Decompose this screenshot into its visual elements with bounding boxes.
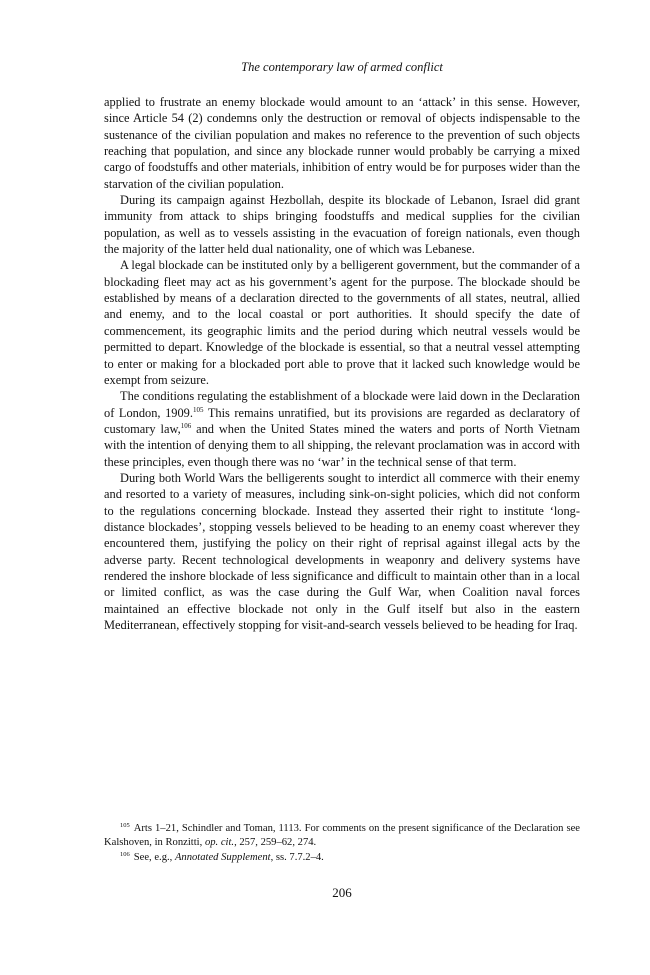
running-head: The contemporary law of armed conflict	[241, 60, 443, 74]
body-text	[104, 94, 580, 633]
text-run: applied to frustrate an enemy blockade would amount to an ‘attack’ in this sense. However, since Article 54 (2) condemns only the destruction or removal of objects indispensable to the sustenance of the civilian population and makes no reference to the prevention of such objects reaching that population, and since any blockade runner would probably be carrying a mixed cargo of foodstuffs and other materials, inhibition of entry would be for purposes wider than the starvation of the civilian population.	[104, 95, 580, 191]
page-number: 206	[332, 885, 352, 900]
footnotes	[104, 822, 580, 865]
paragraph	[104, 470, 580, 633]
text-run: During its campaign against Hezbollah, despite its blockade of Lebanon, Israel did grant immunity from attack to ships bringing foodstuffs and medical supplies for the civilian population, as well as to vessels assisting in the evacuation of foreign nationals, even though the majority of the latter held dual nationality, one of which was Lebanese.	[104, 193, 580, 257]
footnote-ref: 105	[192, 405, 204, 414]
paragraph	[104, 388, 580, 470]
footnote	[104, 822, 580, 851]
text-run: , 257, 259–62, 274.	[234, 837, 317, 849]
paragraph	[104, 94, 580, 192]
text-run: See, e.g.,	[133, 851, 175, 863]
text-run: A legal blockade can be instituted only by a belligerent government, but the commander of a blockading fleet may act as his government’s agent for the purpose. The blockade should be established by means of a declaration directed to the governments of all states, neutral, allied and enemy, and to the local coastal or port authorities. It should specify the date of commencement, its geographic limits and the period during which neutral vessels would be permitted to depart. Knowledge of the blockade is essential, so that a neutral vessel attempting to enter or making for a blockaded port able to prove that it lacked such knowledge would be exempt from seizure.	[104, 258, 580, 387]
text-run: and when the United States mined the waters and ports of North Vietnam with the intention of denying them to all shipping, the relevant proclamation was in accord with these principles, even though there was no ‘war’ in the technical sense of that term.	[104, 421, 580, 469]
text-run: , ss. 7.7.2–4.	[270, 851, 324, 863]
text-run: During both World Wars the belligerents sought to interdict all commerce with their enemy and resorted to a variety of measures, including sink-on-sight policies, which did not conform to the regulations concerning blockade. Instead they asserted their right to institute ‘long-distance blockades’, stopping vessels believed to be heading to an enemy coast wherever they encountered them, justifying the policy on their right of reprisal against illegal acts by the adverse party. Recent technological developments in weaponry and delivery systems have rendered the inshore blockade of less significance and difficult to maintain other than in a local or limited conflict, as was the case during the Gulf War, when Coalition naval forces maintained an effective blockade not only in the Gulf itself but also in the eastern Mediterranean, effectively stopping for visit-and-search vessels believed to be heading for Iraq.	[104, 470, 580, 632]
text-run: The conditions regulating the establishment of a blockade were laid down in the Declaration of London, 1909.	[104, 389, 580, 420]
paragraph	[104, 192, 580, 257]
text-run: This remains unratified, but its provisions are regarded as declaratory of customary law,	[104, 405, 580, 436]
footnote-ref: 106	[180, 421, 192, 430]
footnote-number: 105	[120, 822, 130, 829]
italic-text: op. cit.	[204, 837, 235, 849]
text-run: Arts 1–21, Schindler and Toman, 1113. For comments on the present significance of the Declaration see Kalshoven, in Ronzitti,	[104, 823, 580, 849]
italic-text: Annotated Supplement	[174, 851, 271, 863]
footnote	[104, 851, 580, 865]
footnote-number: 106	[120, 850, 130, 858]
paragraph	[104, 257, 580, 388]
